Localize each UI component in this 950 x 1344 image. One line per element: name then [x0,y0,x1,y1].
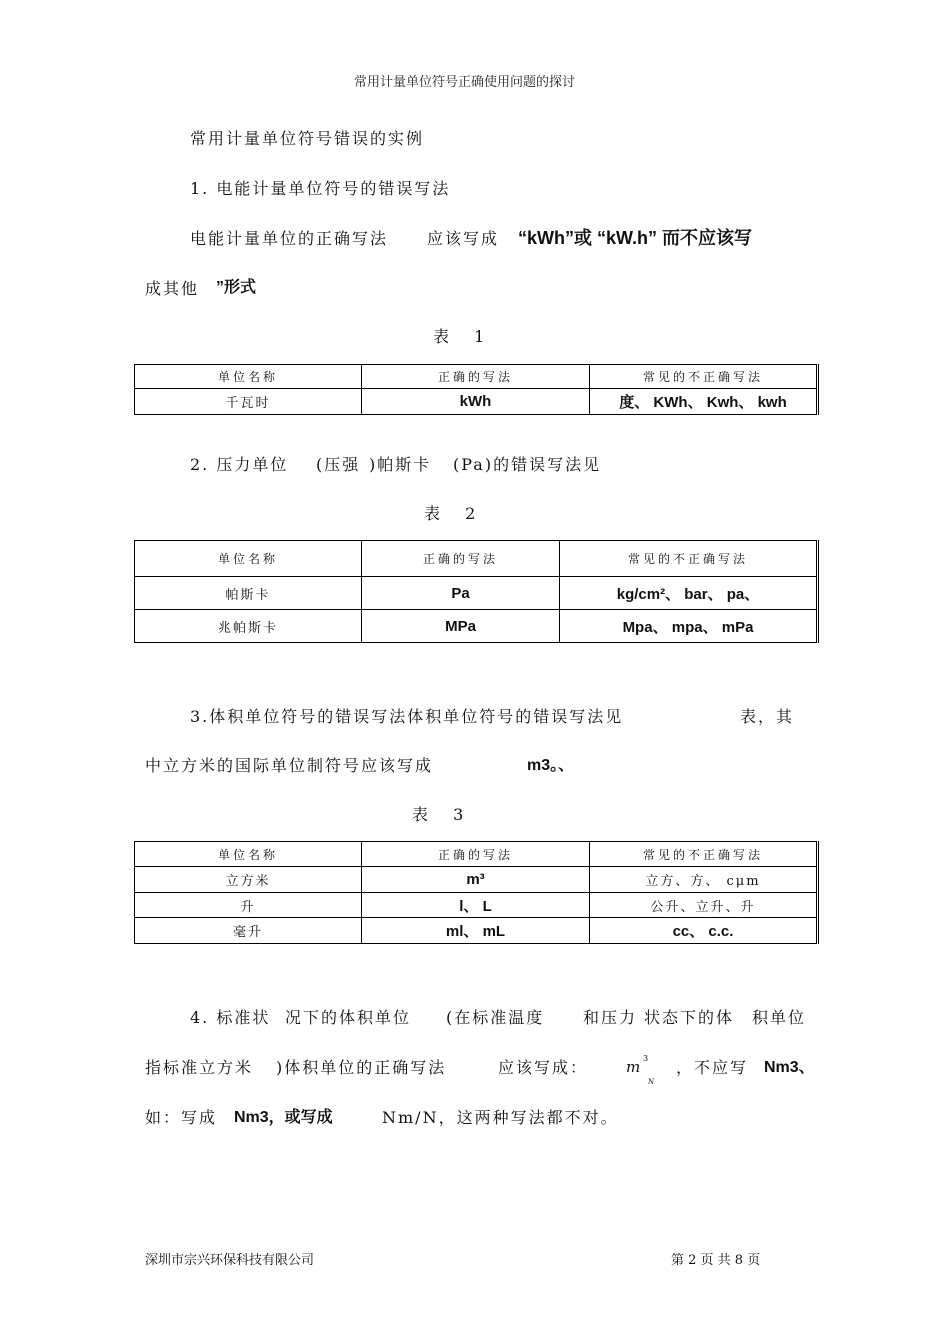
footer-page-number: 第 2 页 共 8 页 [671,1253,761,1268]
table-header-cell: 单位名称 [135,365,362,389]
table-row [135,389,818,415]
table-cell: kWh [362,389,590,415]
table-cell: ml、 mL [362,918,590,944]
table1-caption: 表 1 [433,327,495,346]
table-cell: m³ [362,867,590,893]
section4-l2-d: ，不应写 [676,1058,749,1077]
table-cell: 帕斯卡 [135,577,362,610]
section1-line1-c: “kWh”或 “kW.h” 而不应该写 [518,228,752,248]
table-header-cell: 常见的不正确写法 [590,842,818,867]
table-cell: Pa [362,577,560,610]
table-cell: 立方、方、 cμm [590,867,818,893]
table-cell: 公升、立升、升 [590,893,818,918]
symbol-subscript: N [648,1078,655,1086]
table-row [135,893,818,918]
table-row [135,610,818,643]
table-header-row [135,541,818,577]
table-cell: kg/cm²、 bar、 pa、 [560,577,818,610]
symbol-m: m [626,1058,641,1076]
footer-company: 深圳市宗兴环保科技有限公司 [145,1253,315,1268]
section2-heading-c: )帕斯卡 [369,455,432,474]
section1-line1-b: 应该写成 [427,229,500,248]
section3-line2-b: m3。、 [527,757,575,774]
section4-l3-a: 如：写成 [145,1108,218,1127]
section4-l1-c: (在标准温度 [446,1008,545,1027]
section4-l1-d: 和压力 [583,1008,638,1027]
section2-heading-d: (Pa)的错误写法见 [453,455,602,474]
table-header-cell: 常见的不正确写法 [590,365,818,389]
section3-line2-a: 中立方米的国际单位制符号应该写成 [145,756,434,775]
table-header-row [135,365,818,389]
section1-line2-a: 成其他 [145,279,200,298]
section1-line1-a: 电能计量单位的正确写法 [190,229,389,248]
table-header-cell: 单位名称 [135,842,362,867]
table-row [135,867,818,893]
section4-l3-c: Nm/N，这两种写法都不对。 [382,1108,619,1127]
section4-l2-b: )体积单位的正确写法 [276,1058,447,1077]
section4-l1-b: 况下的体积单位 [285,1008,412,1027]
section4-l2-a: 指标准立方米 [145,1058,254,1077]
table-cell: cc、 c.c. [590,918,818,944]
section2-heading-a: 2. 压力单位 [190,455,289,474]
section2-heading-b: (压强 [316,455,361,474]
table-cell: 千瓦时 [135,389,362,415]
table1 [134,364,819,415]
table3-caption: 表 3 [412,805,474,824]
table-header-cell: 正确的写法 [362,365,590,389]
section4-l2-c: 应该写成： [498,1058,589,1077]
section3-line1-b: 表，其 [740,707,795,726]
table-header-row [135,842,818,867]
table-cell: MPa [362,610,560,643]
symbol-superscript: 3 [643,1054,649,1063]
table-row [135,577,818,610]
section1-heading: 1. 电能计量单位符号的错误写法 [190,179,451,198]
table-cell: 毫升 [135,918,362,944]
table-header-cell: 正确的写法 [362,541,560,577]
table-cell: 立方米 [135,867,362,893]
section3-line1-a: 3.体积单位符号的错误写法体积单位符号的错误写法见 [190,707,624,726]
section1-line2-b: ”形式 [216,279,257,296]
section4-l2-e: Nm3、 [764,1059,815,1076]
normal-cubic-meter-symbol [626,1054,662,1088]
table-cell: l、 L [362,893,590,918]
table-row [135,918,818,944]
table-cell: 度、 KWh、 Kwh、 kwh [590,389,818,415]
table2 [134,540,819,643]
page-header-title: 常用计量单位符号正确使用问题的探讨 [354,75,576,90]
table2-caption: 表 2 [424,504,486,523]
section4-l1-f: 积单位 [752,1008,807,1027]
table-cell: 升 [135,893,362,918]
intro-line: 常用计量单位符号错误的实例 [190,129,425,148]
section4-l1-a: 4. 标准状 [190,1008,271,1027]
table-header-cell: 单位名称 [135,541,362,577]
table-cell: 兆帕斯卡 [135,610,362,643]
table-header-cell: 正确的写法 [362,842,590,867]
table3 [134,841,819,944]
table-header-cell: 常见的不正确写法 [560,541,818,577]
table-cell: Mpa、 mpa、 mPa [560,610,818,643]
section4-l3-b: Nm3，或写成 [234,1109,333,1126]
section4-l1-e: 状态下的体 [644,1008,735,1027]
